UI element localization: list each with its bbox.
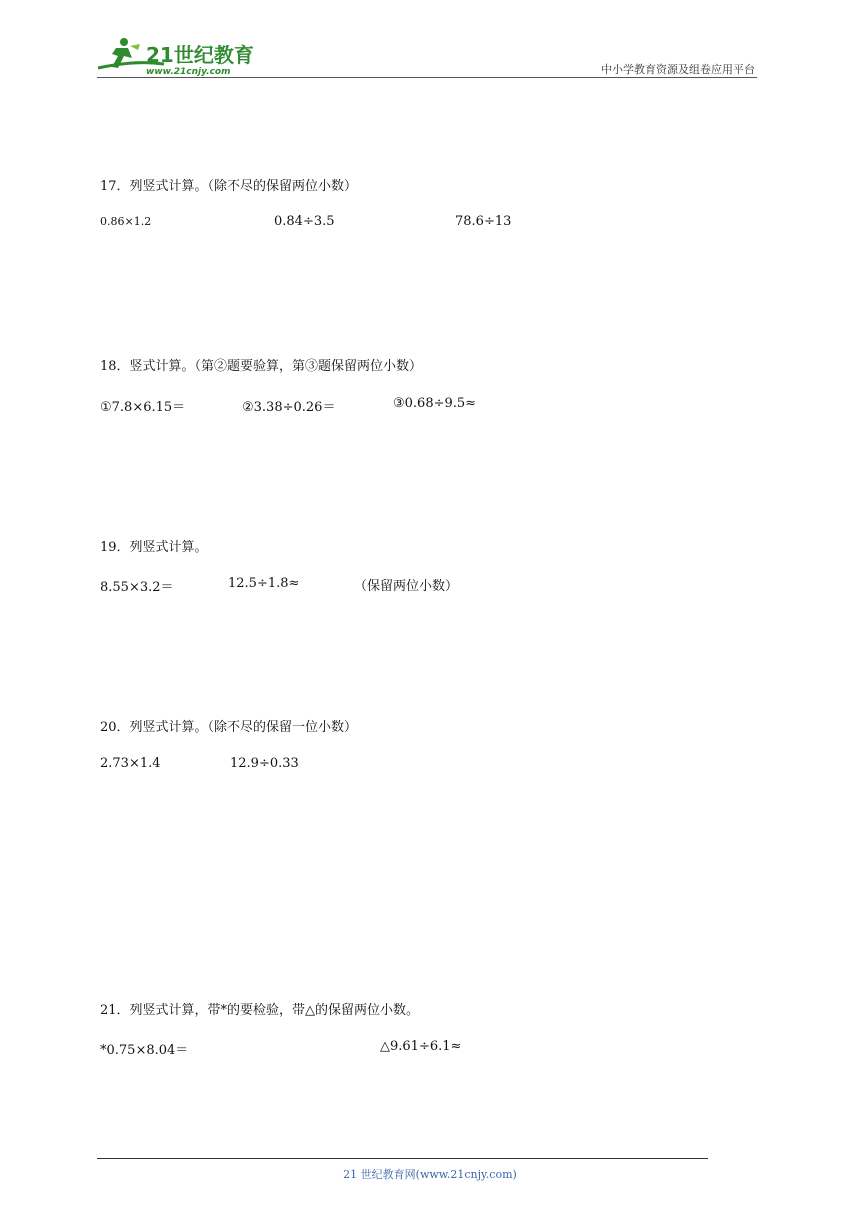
logo-url-text: www.21cnjy.com [146,67,231,77]
question-21-expr-2: △9.61÷6.1≈ [380,1039,462,1054]
header-divider [97,77,757,78]
question-19-expr-1: 8.55×3.2＝ [100,580,174,595]
question-19-expr-2: 12.5÷1.8≈ [228,576,300,591]
header-right-text: 中小学教育资源及组卷应用平台 [601,63,755,76]
question-18-expr-1: ①7.8×6.15＝ [100,400,186,415]
question-17-title: 17．列竖式计算。（除不尽的保留两位小数） [100,179,358,194]
question-21-title: 21．列竖式计算，带*的要检验，带△的保留两位小数。 [100,1003,420,1018]
question-21-expr-1: *0.75×8.04＝ [100,1043,189,1058]
question-19-note: （保留两位小数） [354,579,459,594]
question-17-expr-2: 0.84÷3.5 [274,214,335,229]
question-17-expr-3: 78.6÷13 [455,214,512,229]
question-17-expr-1: 0.86×1.2 [100,215,152,228]
question-20-title: 20．列竖式计算。（除不尽的保留一位小数） [100,720,358,735]
logo [94,34,259,78]
question-18-expr-2: ②3.38÷0.26＝ [242,400,336,415]
question-19-title: 19．列竖式计算。 [100,540,208,555]
footer-divider [97,1158,708,1159]
question-18-expr-3: ③0.68÷9.5≈ [393,396,477,411]
logo-text: 21世纪教育 [146,43,254,67]
question-18-title: 18．竖式计算。（第②题要验算，第③题保留两位小数） [100,359,423,374]
footer-link[interactable]: 21 世纪教育网(www.21cnjy.com) [343,1168,517,1181]
runner-logo-icon [94,34,259,78]
question-20-expr-2: 12.9÷0.33 [230,756,299,771]
question-20-expr-1: 2.73×1.4 [100,756,161,771]
